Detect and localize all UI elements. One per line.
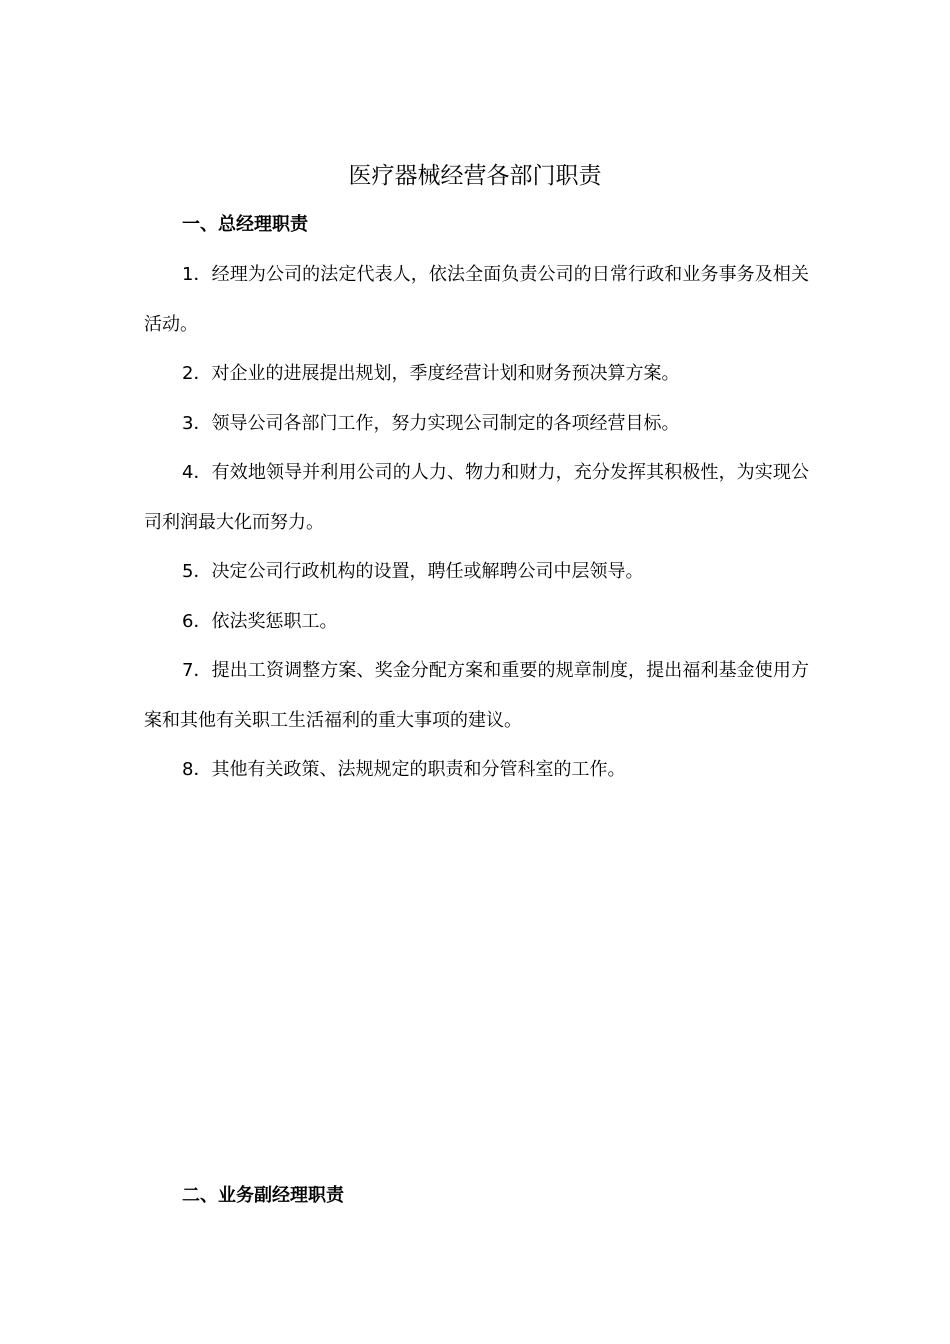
section-heading-business-deputy-manager: 二、业务副经理职责 <box>182 1185 344 1206</box>
duty-item: 4．有效地领导并利用公司的人力、物力和财力，充分发挥其积极性，为实现公司利润最大化而努力。 <box>144 462 809 533</box>
section-heading-general-manager: 一、总经理职责 <box>182 214 308 235</box>
duty-item: 8．其他有关政策、法规规定的职责和分管科室的工作。 <box>182 759 626 780</box>
duty-item: 6．依法奖惩职工。 <box>182 610 338 632</box>
duty-item: 3．领导公司各部门工作，努力实现公司制定的各项经营目标。 <box>182 412 680 434</box>
duty-item: 5．决定公司行政机构的设置，聘任或解聘公司中层领导。 <box>182 561 644 582</box>
duty-item: 7．提出工资调整方案、奖金分配方案和重要的规章制度，提出福利基金使用方案和其他有关职工生活福利的重大事项的建议。 <box>144 660 809 731</box>
duty-item: 1．经理为公司的法定代表人，依法全面负责公司的日常行政和业务事务及相关活动。 <box>144 264 809 335</box>
document-title: 医疗器械经营各部门职责 <box>348 163 602 189</box>
duty-item: 2．对企业的进展提出规划，季度经营计划和财务预决算方案。 <box>182 363 680 384</box>
general-manager-duties-list <box>144 250 809 795</box>
